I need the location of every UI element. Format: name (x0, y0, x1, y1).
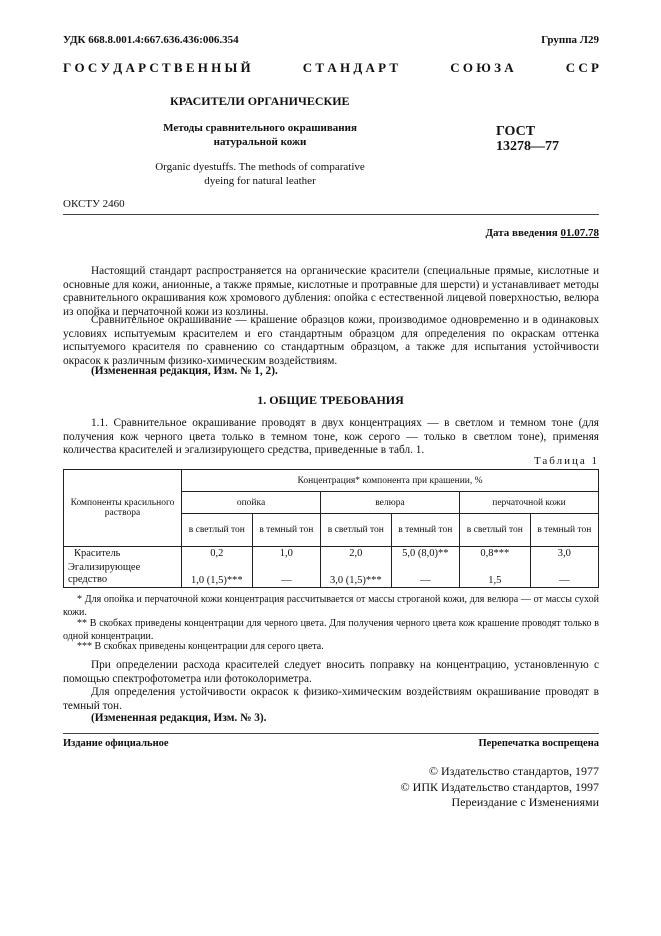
state-word-2: С Т А Н Д А Р Т (302, 60, 399, 75)
table-cell: 1,0 (1,5)*** (182, 561, 253, 588)
okstu-code: ОКСТУ 2460 (63, 198, 125, 210)
table-cell: — (530, 561, 598, 588)
header-tone-light: в светлый тон (320, 514, 391, 547)
divider-bottom (63, 733, 599, 734)
table-cell: 1,0 (252, 547, 320, 561)
effective-date-label: Дата введения (485, 227, 558, 239)
table-cell: 3,0 (1,5)*** (320, 561, 391, 588)
copyright-block (401, 764, 599, 811)
copyright-line-2: © ИПК Издательство стандартов, 1997 (400, 779, 599, 794)
footnote-1: * Для опойка и перчаточной кожи концентрация рассчитывается от массы строганой кожи, для велюра — от массы сухой кожи. (63, 594, 599, 618)
divider-top (63, 214, 599, 215)
state-word-3: С О Ю З А (450, 60, 514, 75)
concentration-table (63, 469, 599, 588)
paragraph-amendment-3: (Измененная редакция, Изм. № 3). (91, 712, 267, 724)
table-cell: 0,2 (182, 547, 253, 561)
paragraph-dark-tone: Для определения устойчивости окрасок к физико-химическим воздействиям окрашивание проводят в темный тон. (63, 686, 599, 712)
paragraph-1-1: 1.1. Сравнительное окрашивание проводят в двух концентрациях — в светлом и темном тоне (для получения кож черного цвета только в темном тоне, кож серого — только в светлом тоне), применяя количества красителей и эгализирующего средства, приведенные в табл. 1. (63, 417, 599, 456)
copyright-line-1: © Издательство стандартов, 1977 (428, 764, 599, 778)
header-group-glove: перчаточной кожи (459, 492, 598, 514)
english-title-line-1: Organic dyestuffs. The methods of comparative (155, 161, 365, 173)
table-cell: 0,8*** (459, 547, 530, 561)
table-caption: Таблица 1 (533, 455, 599, 467)
footnote-2: ** В скобках приведены концентрации для черного цвета. Для получения черного цвета кож крашение проводят только в одной концентрации. (63, 618, 599, 642)
row-name: Краситель (64, 547, 182, 561)
table-cell: — (391, 561, 459, 588)
gost-code: 13278—77 (496, 139, 559, 154)
effective-date (485, 227, 599, 239)
table-cell: 2,0 (320, 547, 391, 561)
footnote-3: *** В скобках приведены концентрации для серого цвета. (77, 641, 324, 652)
table-cell: 1,5 (459, 561, 530, 588)
header-group-velour: велюра (320, 492, 459, 514)
paragraph-scope: Настоящий стандарт распространяется на органические красители (специальные прямые, кислотные и основные для кожи, анионные, а также прямые, кислотные и протравные для шерсти) и устанавливает методы сравнительного окрашивания кож хромового дубления: опойка с естественной лицевой поверхностью, велюра из опойка и перчаточной кожи из козлины. (63, 265, 599, 318)
english-title (140, 160, 380, 188)
table-cell: 5,0 (8,0)** (391, 547, 459, 561)
udk-code: УДК 668.8.001.4:667.636.436:006.354 (63, 34, 239, 46)
header-group-opoek: опойка (182, 492, 321, 514)
document-subtitle (150, 121, 370, 149)
effective-date-value: 01.07.78 (560, 227, 599, 239)
row-name: Эгализирующее средство (64, 561, 182, 588)
table-cell: — (252, 561, 320, 588)
section-heading: 1. ОБЩИЕ ТРЕБОВАНИЯ (257, 393, 404, 407)
state-word-1: Г О С У Д А Р С Т В Е Н Н Ы Й (63, 60, 251, 75)
english-title-line-2: dyeing for natural leather (204, 175, 316, 187)
paragraph-amendment-1: (Измененная редакция, Изм. № 1, 2). (91, 365, 278, 377)
gost-number (496, 124, 576, 154)
header-tone-light: в светлый тон (182, 514, 253, 547)
header-tone-dark: в темный тон (530, 514, 598, 547)
paragraph-definition: Сравнительное окрашивание — крашение образцов кожи, производимое одновременно и в одинаковых условиях испытуемым красителем и его стандартным образцом для определения по окраскам оттенка испытуемого красителя по сравнению со стандартным образцом, а также для испытания устойчивости окрасок к различным физико-химическим воздействиям. (63, 314, 599, 367)
header-component: Компоненты красильного раствора (64, 470, 182, 547)
header-tone-light: в светлый тон (459, 514, 530, 547)
header-concentration: Концентрация* компонента при крашении, % (182, 470, 599, 492)
table-row (64, 561, 599, 588)
official-edition: Издание официальное (63, 738, 169, 749)
table-cell: 3,0 (530, 547, 598, 561)
paragraph-correction: При определении расхода красителей следует вносить поправку на концентрацию, установленную с помощью спектрофотометра или фотоколориметра. (63, 659, 599, 685)
state-word-4: С С Р (565, 60, 599, 75)
group-code: Группа Л29 (541, 34, 599, 46)
table-row (64, 547, 599, 561)
gost-label: ГОСТ (496, 124, 536, 139)
document-title: КРАСИТЕЛИ ОРГАНИЧЕСКИЕ (170, 94, 350, 108)
subtitle-line-2: натуральной кожи (213, 136, 307, 148)
reissue-note: Переиздание с Изменениями (451, 795, 599, 809)
header-tone-dark: в темный тон (252, 514, 320, 547)
reprint-prohibited: Перепечатка воспрещена (478, 738, 599, 749)
state-standard-banner (63, 60, 599, 76)
header-tone-dark: в темный тон (391, 514, 459, 547)
subtitle-line-1: Методы сравнительного окрашивания (163, 122, 357, 134)
